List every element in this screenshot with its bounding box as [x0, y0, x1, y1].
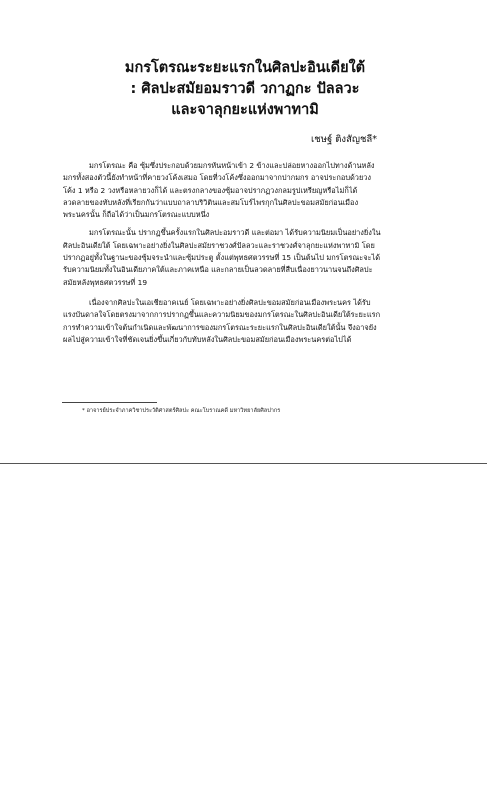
page-bottom-rule — [0, 463, 487, 464]
article-title — [60, 58, 430, 121]
paragraph-3: เนื่องจากศิลปะในเอเชียอาคเนย์ โดยเฉพาะอย่างยิ่งศิลปะขอมสมัยก่อนเมืองพระนคร ได้รับแรงบันดาลใจโดยตรงมาจากการปรากฏขึ้นและความนิยมของมกรโตรณะในศิลปะอินเดียใต้ระยะแรก การทำความเข้าใจต้นกำเนิดและพัฒนาการของมกรโตรณะระยะแรกในศิลปะอินเดียใต้นั้น จึงอาจยังผลไปสู่ความเข้าใจที่ชัดเจนยิ่งขึ้นเกี่ยวกับทับหลังในศิลปะขอมสมัยก่อนเมืองพระนครต่อไปได้ — [63, 297, 381, 344]
footnote-divider — [62, 402, 157, 403]
paragraph-2: มกรโตรณะนั้น ปรากฏขึ้นครั้งแรกในศิลปะอมราวดี และต่อมา ได้รับความนิยมเป็นอย่างยิ่งในศิลปะอินเดียใต้ โดยเฉพาะอย่างยิ่งในศิลปะสมัยราชวงศ์ปัลลวะและราชวงศ์จาลุกยะแห่งพาทามิ โดยปรากฏอยู่ทั้งในฐานะของซุ้มจระนำและซุ้มประตู ตั้งแต่พุทธศตวรรษที่ 15 เป็นต้นไป มกรโตรณะจะได้รับความนิยมทั้งในอินเดียภาคใต้และภาคเหนือ และกลายเป็นลวดลายที่สืบเนื่องยาวนานจนถึงศิลปะสมัยหลังพุทธศตวรรษที่ 19 — [63, 228, 381, 287]
paragraph-1: มกรโตรณะ คือ ซุ้มซึ่งประกอบด้วยมกรหันหน้าเข้า 2 ข้างและปล่อยหางออกไปทางด้านหลัง มกรทั้งสองตัวนี้ยังทำหน้าที่คายวงโค้งเสมอ โดยที่วงโค้งซึ่งออกมาจากปากมกร อาจประกอบด้วยวงโค้ง 1 หรือ 2 วงหรือหลายวงก็ได้ และตรงกลางของซุ้มอาจปรากฏวงกลมรูปเหรียญหรือไม่ก็ได้ ลวดลายของทับหลังที่เรียกกันว่าแบบถาลาบริวิตินและสมโบร์ไพรกุกในศิลปะขอมสมัยก่อนเมืองพระนครนั้น ก็ถือได้ว่าเป็นมกรโตรณะแบบหนึ่ง — [63, 161, 375, 220]
title-line-3: และจาลุกยะแห่งพาทามิ — [171, 102, 319, 118]
article-body — [63, 160, 381, 352]
author-name: เชษฐ์ ติงสัญชลี* — [311, 134, 377, 145]
footnote: * อาจารย์ประจำภาควิชาประวัติศาสตร์ศิลปะ คณะโบราณคดี มหาวิทยาลัยศิลปากร — [82, 408, 281, 414]
title-line-1: มกรโตรณะระยะแรกในศิลปะอินเดียใต้ — [124, 60, 366, 76]
title-line-2: : ศิลปะสมัยอมราวดี วกาฏกะ ปัลลวะ — [130, 81, 360, 97]
